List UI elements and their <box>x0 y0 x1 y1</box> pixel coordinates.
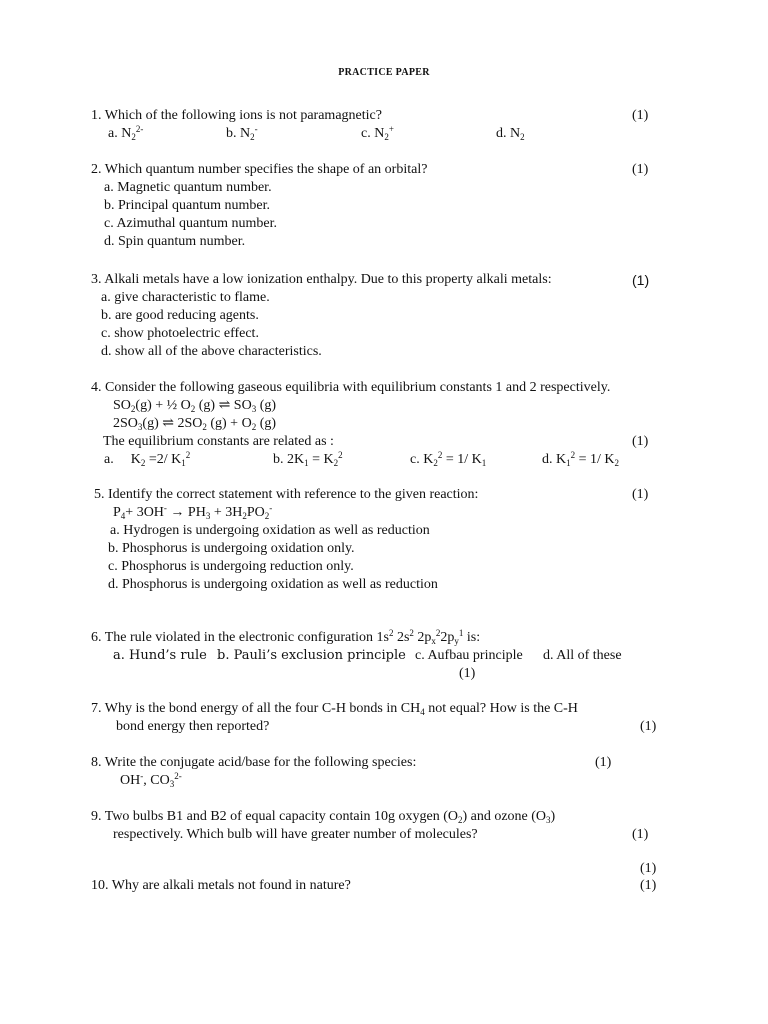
marks: (1) <box>459 666 476 681</box>
question-stem-line-2: bond energy then reported? <box>116 719 270 734</box>
option-b: b. Pauli’s exclusion principle <box>217 648 406 663</box>
option-b: b. are good reducing agents. <box>101 308 259 323</box>
option-a: a. Hund’s rule <box>113 648 207 663</box>
page-title: PRACTICE PAPER <box>338 67 430 78</box>
question-stem: 6. The rule violated in the electronic configuration $1s^2$ $2s^2$ $2p_x^22p_y^1$ is: <box>91 628 481 646</box>
option-d: d. $K_1^2 = 1/$ $K_2$ <box>542 450 620 468</box>
reaction: $P_4+ 3OH^- \to PH_3 + 3H_2PO_2^-$ <box>113 503 273 521</box>
option-b: b. $N_2^-$ <box>226 124 258 142</box>
marks: (1) <box>632 162 649 177</box>
option-a: a. $K_2 =2/$ $K_1^2$ <box>104 450 191 468</box>
option-c: c. show photoelectric effect. <box>101 326 259 341</box>
option-a: a. give characteristic to flame. <box>101 290 270 305</box>
option-c: c. $K_2^2 = 1/$ $K_1$ <box>410 450 487 468</box>
equilibrium-1: $SO_2(g)$ + ½ $O_2$ (g) ⇌ $SO_3$ (g) <box>113 398 277 414</box>
question-stem: 1. Which of the following ions is not paramagnetic? <box>91 108 382 123</box>
marks: (1) <box>632 434 649 449</box>
marks: (1) <box>632 108 649 123</box>
option-c: c. Aufbau principle <box>415 648 523 663</box>
marks: (1) <box>595 755 612 770</box>
question-stem: 8. Write the conjugate acid/base for the following species: <box>91 755 417 770</box>
option-a: a. Hydrogen is undergoing oxidation as well as reduction <box>110 523 430 538</box>
option-c: c. $N_2^+$ <box>361 124 394 142</box>
species-list: OH-, $CO_3^{2-}$ <box>120 771 182 789</box>
option-b: b. Phosphorus is undergoing oxidation only. <box>108 541 355 556</box>
equilibrium-2: $2SO_3(g)$ ⇌ $2SO_2$ $(g) + O_2$ (g) <box>113 416 277 432</box>
option-b: b. $2K_1 = K_2^2$ <box>273 450 343 468</box>
option-c: c. Azimuthal quantum number. <box>104 216 278 231</box>
option-a: a. Magnetic quantum number. <box>104 180 272 195</box>
question-stem: 4. Consider the following gaseous equilibria with equilibrium constants 1 and 2 respectively. <box>91 380 611 395</box>
option-d: d. All of these <box>543 648 622 663</box>
option-a: a. $N_2^{2-}$ <box>108 124 144 142</box>
related-text: The equilibrium constants are related as : <box>103 434 334 449</box>
question-stem: 2. Which quantum number specifies the shape of an orbital? <box>91 162 428 177</box>
marks: (1) <box>640 719 657 734</box>
option-c: c. Phosphorus is undergoing reduction only. <box>108 559 354 574</box>
marks: (1) <box>632 487 649 502</box>
question-stem: 5. Identify the correct statement with reference to the given reaction: <box>94 487 479 502</box>
question-stem: 10. Why are alkali metals not found in nature? <box>91 878 351 893</box>
marks: (1) <box>640 878 657 893</box>
option-b: b. Principal quantum number. <box>104 198 271 213</box>
option-d: d. show all of the above characteristics. <box>101 344 322 359</box>
option-d: d. Spin quantum number. <box>104 234 246 249</box>
question-stem: 3. Alkali metals have a low ionization enthalpy. Due to this property alkali metals: <box>91 272 552 287</box>
question-stem-line-1: 9. Two bulbs B1 and B2 of equal capacity contain 10g oxygen $(O_2)$ and ozone $(O_3)$ <box>91 809 556 825</box>
marks: (1) <box>632 272 650 288</box>
option-d: d. Phosphorus is undergoing oxidation as well as reduction <box>108 577 438 592</box>
question-stem-line-1: 7. Why is the bond energy of all the four C-H bonds in $CH_4$ not equal? How is the C-H <box>91 701 578 717</box>
marks-extra: (1) <box>640 861 657 876</box>
question-stem-line-2: respectively. Which bulb will have greater number of molecules? <box>113 827 478 842</box>
option-d: d. $N_2$ <box>496 126 525 142</box>
marks: (1) <box>632 827 649 842</box>
